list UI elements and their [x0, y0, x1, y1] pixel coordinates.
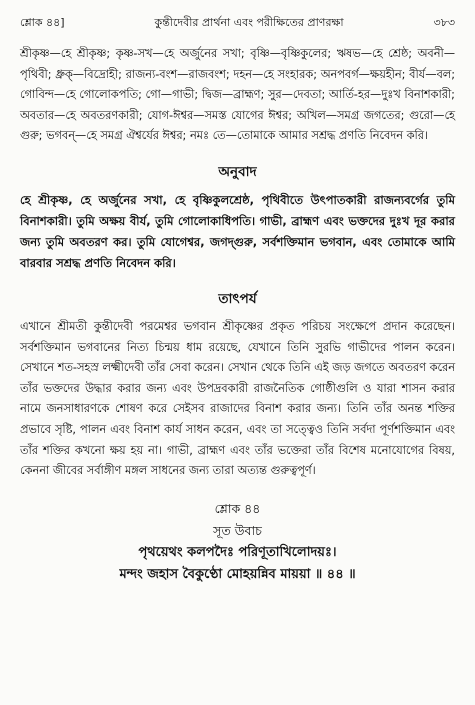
verse-label: শ্লোক ৪৪: [214, 500, 261, 516]
purport-heading: তাৎপর্য: [218, 290, 257, 307]
sanskrit-verse-line-2: মন্দং জহাস বৈকুণ্ঠো মোহয়ন্নিব মায়য়া ॥ ৪৪ ॥: [119, 566, 356, 582]
running-head: [20, 14, 455, 36]
chapter-title: কুন্তীদেবীর প্রার্থনা এবং পরীক্ষিতের প্রাণরক্ষা: [154, 16, 344, 29]
word-synonyms: শ্রীকৃষ্ণ—হে শ্রীকৃষ্ণ; কৃষ্ণ-সখ—হে অর্জুনের সখা; বৃষ্ণি—বৃষ্ণিকুলের; ঋষভ—হে শ্রেষ্ঠ; অবনী—পৃথিবী; ধ্রুক্—বিদ্রোহী; রাজন্য-বংশ—রাজবংশ; দহন—হে সংহারক; অনপবর্গ—ক্ষয়হীন; বীর্য—বল; গোবিন্দ—হে গোলোকপতি; গো—গাভী; দ্বিজ—ব্রাহ্মণ; সুর—দেবতা; আর্তি-হর—দুঃখ বিনাশকারী; অবতার—হে অবতরণকারী; যোগ-ঈশ্বর—সমস্ত যোগের ঈশ্বর; অখিল—সমগ্র জগতের; গুরো—হে গুরু; ভগবন্—হে সমগ্র ঐশ্বর্যের ঈশ্বর; নমঃ তে—তোমাকে আমার সশ্রদ্ধ প্রণতি নিবেদন করি।: [20, 47, 455, 143]
next-verse-block: [20, 498, 455, 586]
translation-heading: অনুবাদ: [218, 163, 257, 180]
verse-reference: শ্লোক ৪৪]: [20, 16, 65, 29]
translation-text: হে শ্রীকৃষ্ণ, হে অর্জুনের সখা, হে বৃষ্ণিকুলশ্রেষ্ঠ, পৃথিবীতে উৎপাতকারী রাজন্যবর্গের তুমি বিনাশকারী। তুমি অক্ষয় বীর্য, তুমি গোলোকাধিপতি। গাভী, ব্রাহ্মণ এবং ভক্তদের দুঃখ দূর করার জন্য তুমি অবতরণ কর। তুমি যোগেশ্বর, জগদ্গুরু, সর্বশক্তিমান ভগবান, এবং তোমাকে আমি বারবার সশ্রদ্ধ প্রণতি নিবেদন করি।: [20, 192, 455, 270]
verse-speaker: সূত উবাচ: [213, 522, 262, 538]
page-number: ৩৮৩: [433, 16, 455, 29]
purport-text: এখানে শ্রীমতী কুন্তীদেবী পরমেশ্বর ভগবান শ্রীকৃষ্ণের প্রকৃত পরিচয় সংক্ষেপে প্রদান করেছেন। সর্বশক্তিমান ভগবানের নিত্য চিন্ময় ধাম রয়েছে, যেখানে তিনি সুরভি গাভীদের পালন করেন। সেখানে শত-সহস্র লক্ষ্মীদেবী তাঁর সেবা করেন। সেখান থেকে তিনি এই জড় জগতে অবতরণ করেন তাঁর ভক্তদের উদ্ধার করার জন্য এবং উপদ্রবকারী রাজনৈতিক গোষ্ঠীগুলি ও যারা শাসন করার নামে জনসাধারণকে শোষণ করে সেইসব রাজাদের বিনাশ করার জন্য। তিনি তাঁর অনন্ত শক্তির প্রভাবে সৃষ্টি, পালন এবং বিনাশ কার্য সাধন করেন, এবং তা সত্ত্বেও তিনি সর্বদা পূর্ণশক্তিমান এবং তাঁর শক্তির কখনো ক্ষয় হয় না। গাভী, ব্রাহ্মণ এবং তাঁর ভক্তেরা তাঁর বিশেষ মনোযোগের বিষয়, কেননা জীবের সর্বাঙ্গীণ মঙ্গল সাধনের জন্য তারা অত্যন্ত গুরুত্বপূর্ণ।: [20, 319, 455, 478]
sanskrit-verse-line-1: পৃথয়েথং কলপদৈঃ পরিণূতাখিলোদয়ঃ।: [138, 544, 337, 560]
